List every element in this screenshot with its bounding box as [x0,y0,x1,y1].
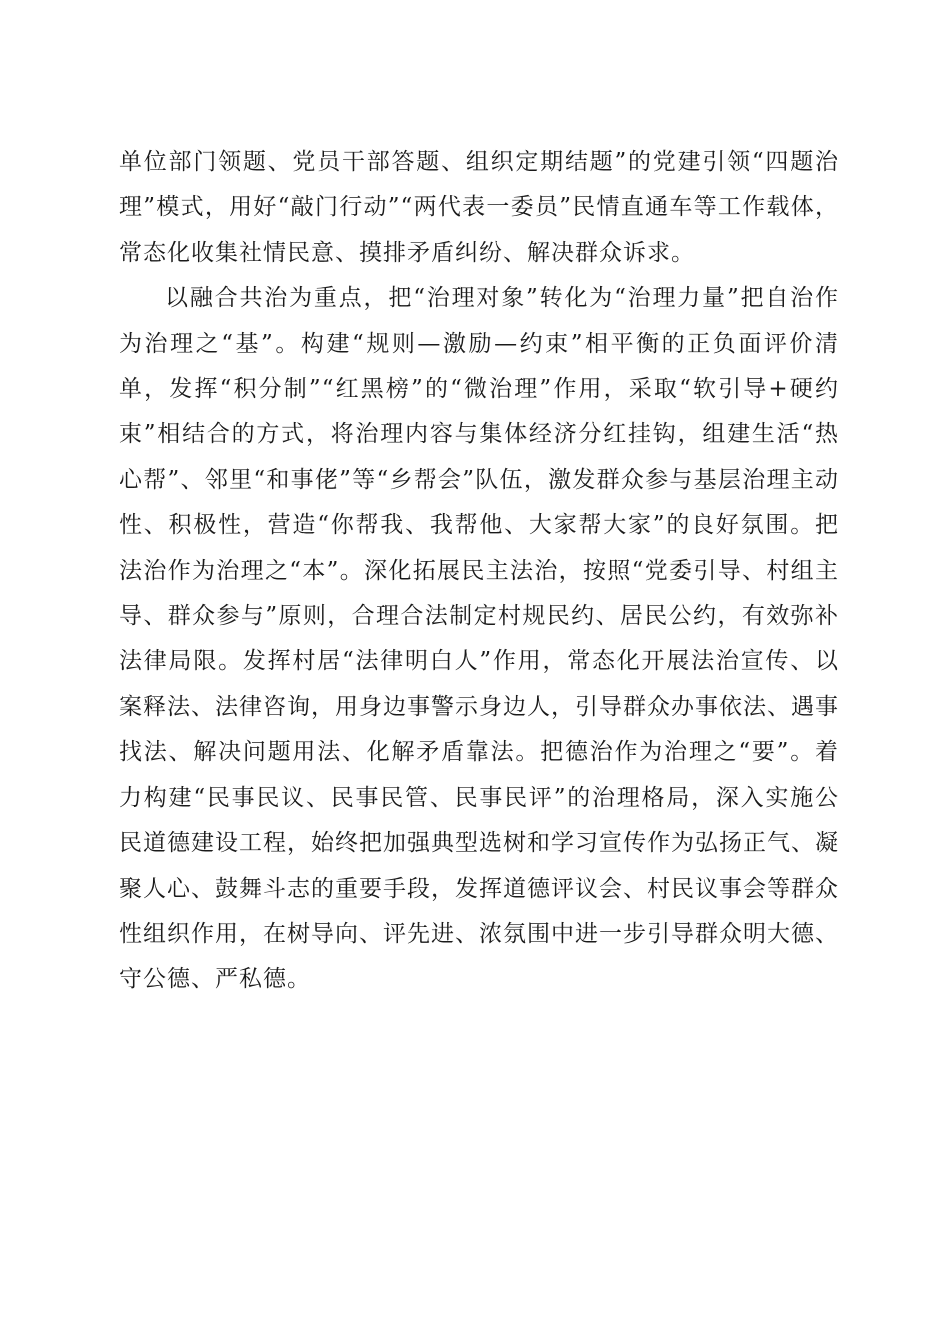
document-body [119,140,839,1003]
paragraph-2: 以融合共治为重点，把“治理对象”转化为“治理力量”把自治作为治理之“基”。构建“规则—激励—约束”相平衡的正负面评价清单，发挥“积分制”“红黑榜”的“微治理”作用，采取“软引导+硬约束”相结合的方式，将治理内容与集体经济分红挂钩，组建生活“热心帮”、邻里“和事佬”等“乡帮会”队伍，激发群众参与基层治理主动性、积极性，营造“你帮我、我帮他、大家帮大家”的良好氛围。把法治作为治理之“本”。深化拓展民主法治，按照“党委引导、村组主导、群众参与”原则，合理合法制定村规民约、居民公约，有效弥补法律局限。发挥村居“法律明白人”作用，常态化开展法治宣传、以案释法、法律咨询，用身边事警示身边人，引导群众办事依法、遇事找法、解决问题用法、化解矛盾靠法。把德治作为治理之“要”。着力构建“民事民议、民事民管、民事民评”的治理格局，深入实施公民道德建设工程，始终把加强典型选树和学习宣传作为弘扬正气、凝聚人心、鼓舞斗志的重要手段，发挥道德评议会、村民议事会等群众性组织作用，在树导向、评先进、浓氛围中进一步引导群众明大德、守公德、严私德。 [119,285,839,993]
paragraph-1: 单位部门领题、党员干部答题、组织定期结题”的党建引领“四题治理”模式，用好“敲门行动”“两代表一委员”民情直通车等工作载体，常态化收集社情民意、摸排矛盾纠纷、解决群众诉求。 [119,149,839,266]
